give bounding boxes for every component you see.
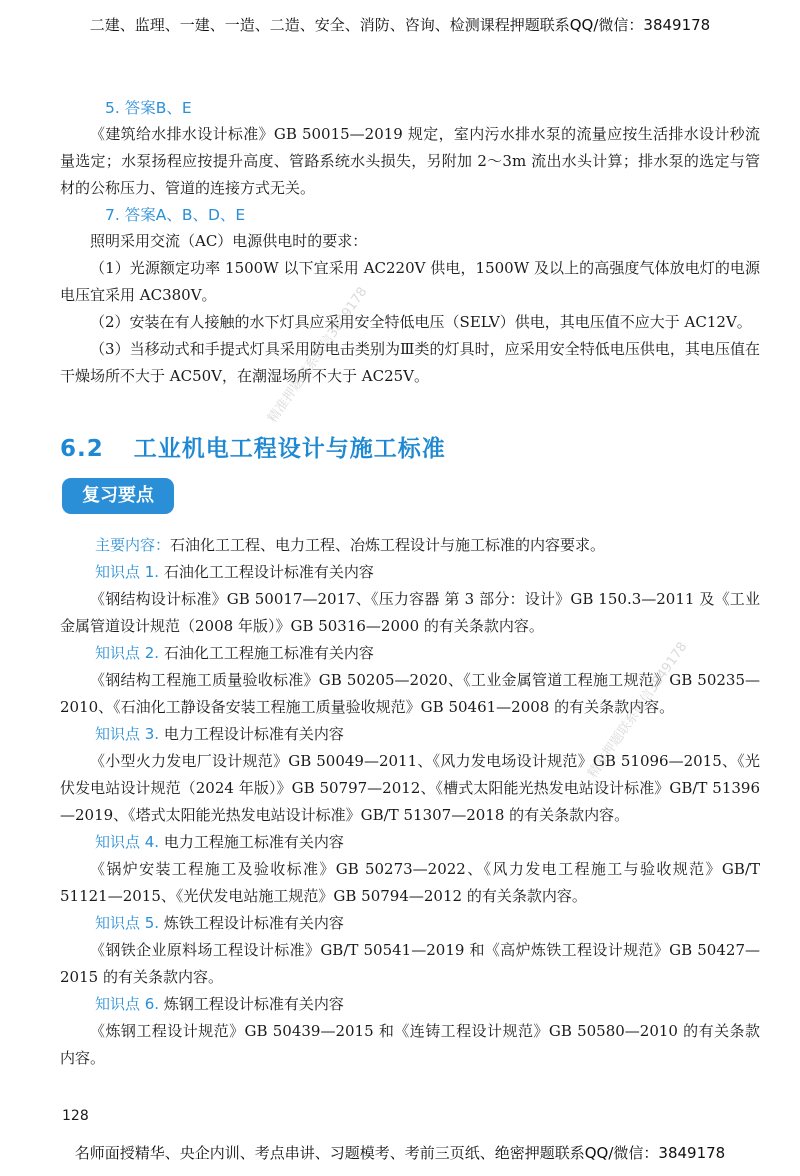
- answer-5-text: 《建筑给水排水设计标准》GB 50015—2019 规定，室内污水排水泵的流量应按生活排水设计秒流量选定；水泵扬程应按提升高度、管路系统水头损失，另附加 2～3m 流出水头计算；排水泵的选定与管材的公称压力、管道的连接方式无关。: [60, 125, 760, 197]
- knowledge-point-3-heading: [60, 721, 760, 748]
- knowledge-point-title: 炼钢工程设计标准有关内容: [163, 995, 344, 1013]
- knowledge-point-6-body: 《炼钢工程设计规范》GB 50439—2015 和《连铸工程设计规范》GB 50580—2010 的有关条款内容。: [60, 1022, 760, 1067]
- knowledge-point-4-body: 《锅炉安装工程施工及验收标准》GB 50273—2022、《风力发电工程施工与验收规范》GB/T 51121—2015、《光伏发电站施工规范》GB 50794—2012 的有关条款内容。: [60, 860, 760, 905]
- review-content: [60, 532, 760, 1072]
- watermark: 精准押题联系微信3849178: [585, 639, 691, 781]
- knowledge-point-6-heading: [60, 991, 760, 1018]
- knowledge-point-title: 电力工程设计标准有关内容: [163, 725, 344, 743]
- review-points-badge: 复习要点: [62, 478, 174, 514]
- knowledge-point-2-body: 《钢结构工程施工质量验收标准》GB 50205—2020、《工业金属管道工程施工规范》GB 50235—2010、《石油化工静设备安装工程施工质量验收规范》GB 50461—2008 的有关条款内容。: [60, 671, 760, 716]
- knowledge-point-3-body: 《小型火力发电厂设计规范》GB 50049—2011、《风力发电场设计规范》GB 51096—2015、《光伏发电站设计规范（2024 年版）》GB 50797—2012、《槽式太阳能光热发电站设计标准》GB/T 51396—2019、《塔式太阳能光热发电站设计标准》GB/T 51307—2018 的有关条款内容。: [60, 752, 760, 824]
- knowledge-point-label: 知识点 1.: [95, 563, 160, 581]
- knowledge-point-label: 知识点 3.: [95, 725, 160, 743]
- watermark: 精准押题联系微信3849178: [265, 284, 371, 426]
- answer-7-intro: 照明采用交流（AC）电源供电时的要求：: [90, 232, 368, 250]
- knowledge-point-5-body: 《钢铁企业原料场工程设计标准》GB/T 50541—2019 和《高炉炼铁工程设计规范》GB 50427—2015 的有关条款内容。: [60, 941, 760, 986]
- knowledge-point-4-heading: [60, 829, 760, 856]
- main-content-line: [60, 532, 760, 559]
- knowledge-point-title: 炼铁工程设计标准有关内容: [163, 914, 344, 932]
- knowledge-point-title: 石油化工工程设计标准有关内容: [163, 563, 374, 581]
- section-number: 6.2: [60, 436, 104, 462]
- knowledge-point-label: 知识点 6.: [95, 995, 160, 1013]
- answer-7-item-3: （3）当移动式和手提式灯具采用防电击类别为Ⅲ类的灯具时，应采用安全特低电压供电，其电压值在干燥场所不大于 AC50V，在潮湿场所不大于 AC25V。: [60, 340, 760, 385]
- knowledge-point-title: 电力工程施工标准有关内容: [163, 833, 344, 851]
- knowledge-point-1-body: 《钢结构设计标准》GB 50017—2017、《压力容器 第 3 部分：设计》GB 150.3—2011 及《工业金属管道设计规范（2008 年版）》GB 50316—2000 的有关条款内容。: [60, 590, 760, 635]
- answer-5-heading: 5. 答案B、E: [105, 99, 192, 117]
- answers-section: [60, 95, 760, 390]
- section-heading: [60, 430, 446, 463]
- knowledge-point-title: 石油化工工程施工标准有关内容: [163, 644, 374, 662]
- knowledge-point-label: 知识点 5.: [95, 914, 160, 932]
- page-number: 128: [62, 1108, 89, 1124]
- knowledge-point-1-heading: [60, 559, 760, 586]
- knowledge-point-label: 知识点 2.: [95, 644, 160, 662]
- section-title: 工业机电工程设计与施工标准: [133, 436, 446, 462]
- answer-7-heading: 7. 答案A、B、D、E: [105, 206, 246, 224]
- main-content-label: 主要内容：: [95, 536, 171, 554]
- answer-7-item-2: （2）安装在有人接触的水下灯具应采用安全特低电压（SELV）供电，其电压值不应大于 AC12V。: [90, 313, 752, 331]
- top-contact-banner: 二建、监理、一建、一造、二造、安全、消防、咨询、检测课程押题联系QQ/微信：3849178: [89, 16, 711, 34]
- answer-7-item-1: （1）光源额定功率 1500W 以下宜采用 AC220V 供电，1500W 及以上的高强度气体放电灯的电源电压宜采用 AC380V。: [60, 259, 760, 304]
- knowledge-point-5-heading: [60, 910, 760, 937]
- knowledge-point-label: 知识点 4.: [95, 833, 160, 851]
- bottom-contact-banner: 名师面授精华、央企内训、考点串讲、习题模考、考前三页纸、绝密押题联系QQ/微信：3849178: [74, 1144, 726, 1162]
- main-content-text: 石油化工工程、电力工程、冶炼工程设计与施工标准的内容要求。: [170, 536, 606, 554]
- knowledge-point-2-heading: [60, 640, 760, 667]
